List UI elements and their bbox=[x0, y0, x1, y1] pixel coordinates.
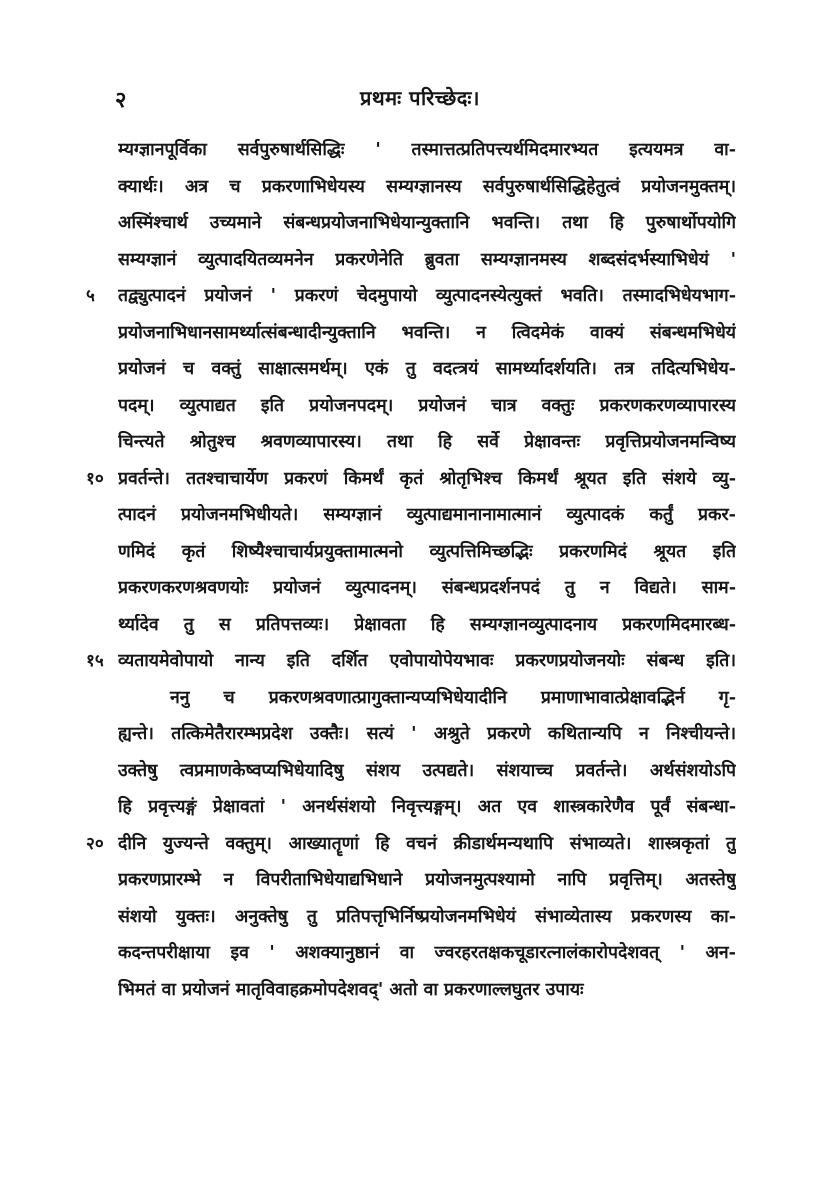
text-line-15: व्यतायमेवोपायो नान्य इति दर्शित एवोपायोपेयभावः प्रकरणप्रयोजनयोः संबन्ध इति। bbox=[118, 650, 736, 671]
page-number: २ bbox=[115, 87, 127, 113]
text-line-5: तद्व्युत्पादनं प्रयोजनं ' प्रकरणं चेदमुपायो व्युत्पादनस्येत्युक्तं भवति। तस्मादभिधेयभाग- bbox=[118, 285, 736, 306]
text-line-19: हि प्रवृत्त्यङ्गं प्रेक्षावतां ' अनर्थसंशयो निवृत्त्यङ्गम्। अत एव शास्त्रकारेणैव पूर्वं संबन्धा- bbox=[118, 796, 736, 817]
text-line-1: म्यग्ज्ञानपूर्विका सर्वपुरुषार्थसिद्धिः ' तस्मात्तत्प्रतिपत्त्यर्थमिदमारभ्यत इत्ययमत्र वा- bbox=[118, 139, 736, 160]
line-number-15: १५ bbox=[86, 651, 104, 671]
text-line-7: प्रयोजनं च वक्तुं साक्षात्समर्थम्। एकं तु वदत्त्रयं सामर्थ्यादर्शयति। तत्र तदित्यभिधेय- bbox=[118, 358, 736, 379]
line-number-5: ५ bbox=[86, 286, 95, 306]
text-line-9: चिन्त्यते श्रोतुश्च श्रवणव्यापारस्य। तथा हि सर्वे प्रेक्षावन्तः प्रवृत्तिप्रयोजनमन्विष्य bbox=[118, 431, 736, 452]
text-line-2: क्यार्थः। अत्र च प्रकरणाभिधेयस्य सम्यग्ज्ञानस्य सर्वपुरुषार्थसिद्धिहेतुत्वं प्रयोजनमुक्तम्। bbox=[118, 175, 736, 197]
body-text bbox=[118, 132, 736, 1008]
text-line-22: संशयो युक्तः। अनुक्तेषु तु प्रतिपत्तृभिर्निष्प्रयोजनमभिधेयं संभाव्येतास्य प्रकरणस्य का- bbox=[118, 905, 736, 927]
text-line-10: प्रवर्तन्ते। ततश्चाचार्येण प्रकरणं किमर्थं कृतं श्रोतृभिश्च किमर्थं श्रूयत इति संशये व्यु- bbox=[118, 467, 736, 489]
text-line-11: त्पादनं प्रयोजनमभिधीयते। सम्यग्ज्ञानं व्युत्पाद्यमानानामात्मानं व्युत्पादकं कर्तुं प्रकर- bbox=[118, 504, 736, 525]
text-line-6: प्रयोजनाभिधानसामर्थ्यात्संबन्धादीन्युक्तानि भवन्ति। न त्विदमेकं वाक्यं संबन्धमभिधेयं bbox=[118, 321, 736, 343]
text-line-8: पदम्। व्युत्पाद्यत इति प्रयोजनपदम्। प्रयोजनं चात्र वक्तुः प्रकरणकरणव्यापारस्य bbox=[118, 394, 736, 416]
text-line-12: णमिदं कृतं शिष्यैश्चाचार्यप्रयुक्तामात्मनो व्युत्पत्तिमिच्छद्भिः प्रकरणमिदं श्रूयत इति bbox=[118, 540, 736, 562]
text-line-23: कदन्तपरीक्षाया इव ' अशक्यानुष्ठानं वा ज्वरहरतक्षकचूडारत्नालंकारोपदेशवत् ' अन- bbox=[118, 942, 736, 963]
text-line-14: र्थ्यादेव तु स प्रतिपत्तव्यः। प्रेक्षावता हि सम्यग्ज्ञानव्युत्पादनाय प्रकरणमिदमारब्ध- bbox=[118, 613, 736, 635]
text-line-18: उक्तेषु त्वप्रमाणकेष्वप्यभिधेयादिषु संशय उत्पद्यते। संशयाच्च प्रवर्तन्ते। अर्थसंशयोऽपि bbox=[118, 759, 736, 781]
text-line-16: ननु च प्रकरणश्रवणात्प्रागुक्तान्यप्यभिधेयादीनि प्रमाणाभावात्प्रेक्षावद्भिर्न गृ- bbox=[170, 686, 736, 708]
text-line-20: दीनि युज्यन्ते वक्तुम्। आख्यातॄणां हि वचनं क्रीडार्थमन्यथापि संभाव्यते। शास्त्रकृतां तु bbox=[118, 832, 736, 854]
line-number-10: १० bbox=[86, 468, 104, 489]
text-line-4: सम्यग्ज्ञानं व्युत्पादयितव्यमनेन प्रकरणेनेति ब्रुवता सम्यग्ज्ञानमस्य शब्दसंदर्भस्याभिधेयं ' bbox=[118, 248, 736, 270]
text-line-3: अस्मिंश्चार्थ उच्यमाने संबन्धप्रयोजनाभिधेयान्युक्तानि भवन्ति। तथा हि पुरुषार्थोपयोगि bbox=[118, 212, 736, 233]
text-line-24: भिमतं वा प्रयोजनं मातृविवाहक्रमोपदेशवद्' अतो वा प्रकरणाल्लघुतर उपायः bbox=[118, 978, 584, 1000]
text-line-17: ह्यन्ते। तत्किमेतैरारम्भप्रदेश उक्तैः। सत्यं ' अश्रुते प्रकरणे कथितान्यपि न निश्चीयन्ते। bbox=[118, 723, 736, 744]
text-line-21: प्रकरणप्रारम्भे न विपरीताभिधेयाद्यभिधाने प्रयोजनमुत्पश्यामो नापि प्रवृत्तिम्। अतस्तेषु bbox=[118, 869, 736, 890]
text-line-13: प्रकरणकरणश्रवणयोः प्रयोजनं व्युत्पादनम्। संबन्धप्रदर्शनपदं तु न विद्यते। साम- bbox=[118, 577, 736, 598]
running-head: प्रथमः परिच्छेदः। bbox=[360, 86, 480, 110]
line-number-20: २० bbox=[86, 833, 104, 854]
